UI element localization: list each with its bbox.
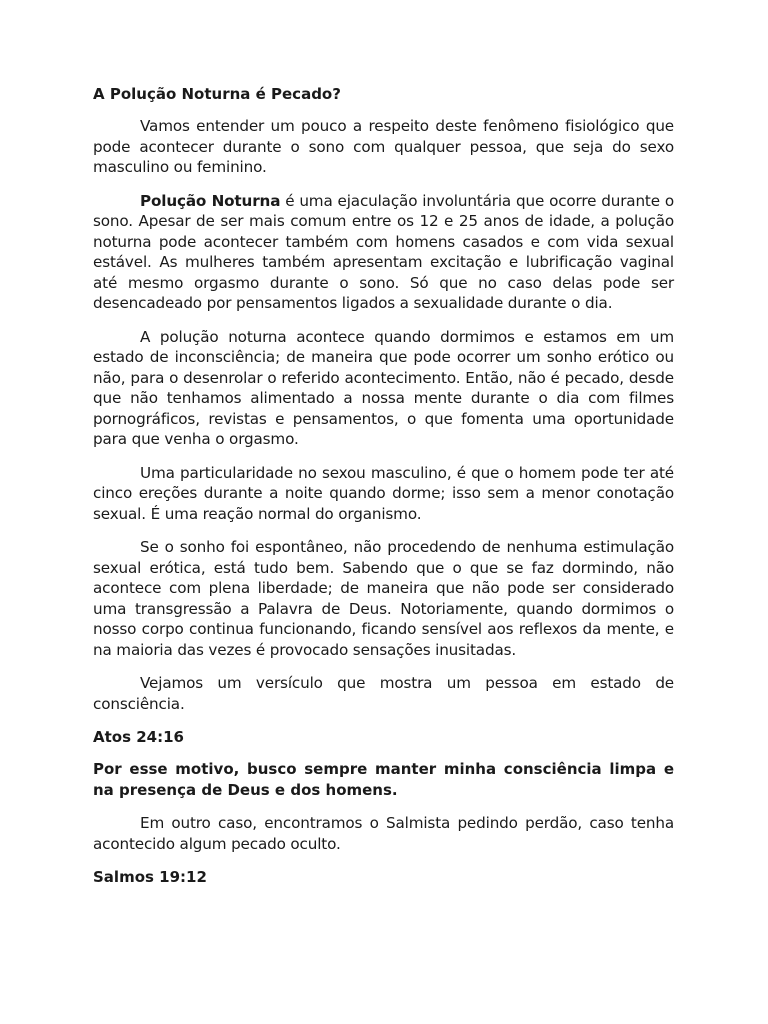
bible-reference-salmos: Salmos 19:12: [93, 868, 207, 886]
paragraph-particularity: Uma particularidade no sexou masculino, é que o homem pode ter até cinco ereções durante a noite quando dorme; isso sem a menor conotação sexual. É uma reação normal do organismo.: [93, 463, 674, 523]
term-polucao-noturna: Polução Noturna: [140, 191, 281, 210]
definition-text: é uma ejaculação involuntária que ocorre durante o sono. Apesar de ser mais comum entre os 12 e 25 anos de idade, a polução noturna pode acontecer também com homens casados e com vida sexual estável. As mulheres também apresentam excitação e lubrificação vaginal até mesmo orgasmo durante o sono. Só que no caso delas pode ser desencadeado por pensamentos ligados a sexualidade durante o dia.: [93, 191, 674, 312]
paragraph-intro: Vamos entender um pouco a respeito deste fenômeno fisiológico que pode acontecer durante o sono com qualquer pessoa, que seja do sexo masculino ou feminino.: [93, 117, 674, 176]
paragraph-definition: [93, 191, 674, 314]
page-title: A Polução Noturna é Pecado?: [93, 85, 341, 103]
paragraph-psalmist: Em outro caso, encontramos o Salmista pedindo perdão, caso tenha acontecido algum pecado oculto.: [93, 814, 674, 853]
document-page: [93, 84, 674, 899]
paragraph-verse-intro: Vejamos um versículo que mostra um pessoa em estado de consciência.: [93, 674, 674, 713]
bible-verse-atos: Por esse motivo, busco sempre manter minha consciência limpa e na presença de Deus e dos homens.: [93, 760, 674, 799]
bible-reference-atos: Atos 24:16: [93, 728, 184, 746]
paragraph-explanation: A polução noturna acontece quando dormimos e estamos em um estado de inconsciência; de maneira que pode ocorrer um sonho erótico ou não, para o desenrolar o referido acontecimento. Então, não é pecado, desde que não tenhamos alimentado a nossa mente durante o dia com filmes pornográficos, revistas e pensamentos, o que fomenta uma oportunidade para que venha o orgasmo.: [93, 327, 674, 448]
paragraph-dream: Se o sonho foi espontâneo, não procedendo de nenhuma estimulação sexual erótica, está tudo bem. Sabendo que o que se faz dormindo, não acontece com plena liberdade; de maneira que não pode ser considerado uma transgressão a Palavra de Deus. Notoriamente, quando dormimos o nosso corpo continua funcionando, ficando sensível aos reflexos da mente, e na maioria das vezes é provocado sensações inusitadas.: [93, 538, 674, 659]
